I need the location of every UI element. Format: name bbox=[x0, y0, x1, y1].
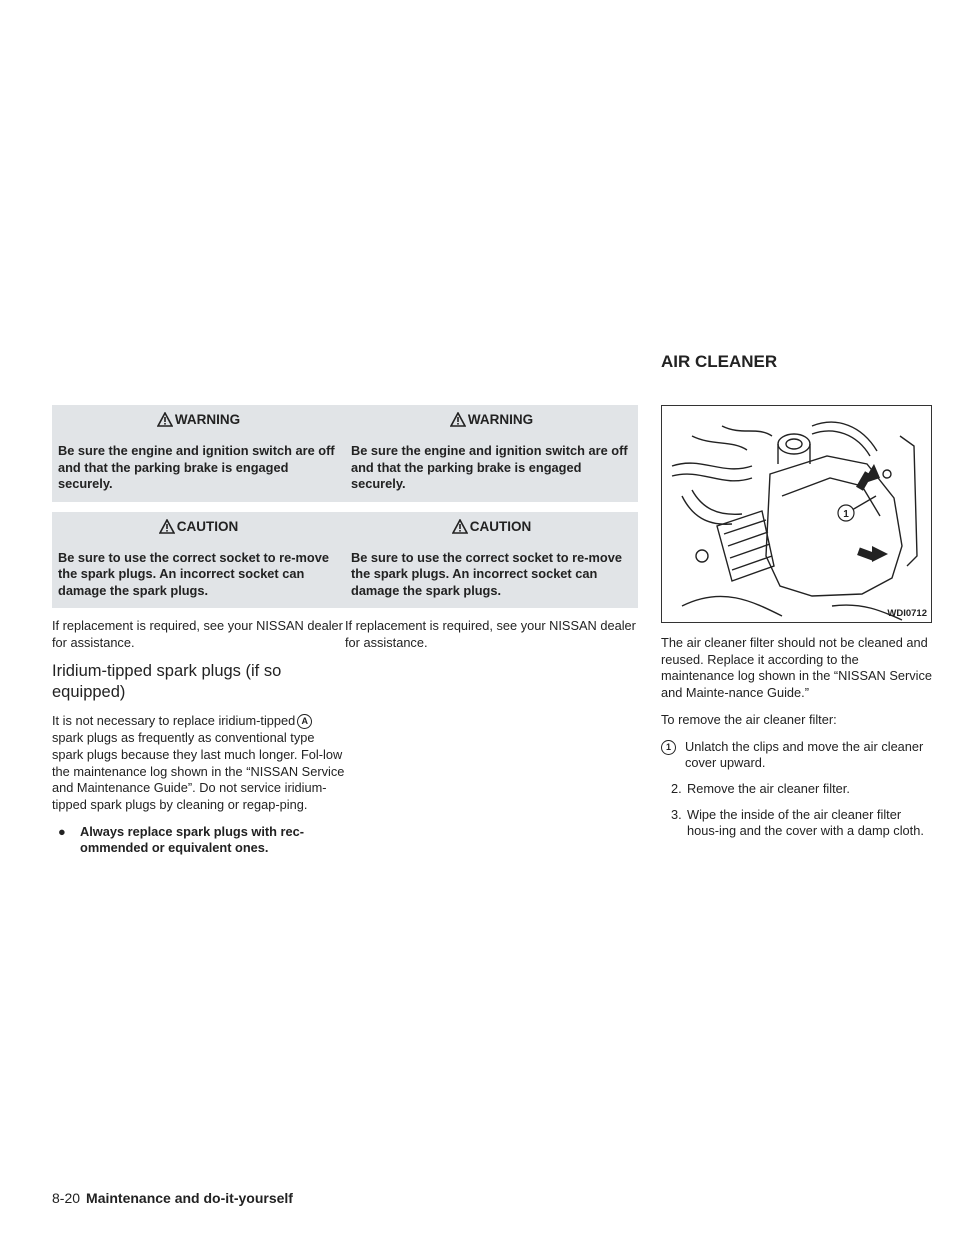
remove-intro: To remove the air cleaner filter: bbox=[661, 711, 837, 727]
caution-box bbox=[345, 512, 638, 609]
caution-header bbox=[58, 519, 339, 534]
warning-header bbox=[351, 412, 632, 427]
caution-header bbox=[351, 519, 632, 534]
dealer-paragraph: If replacement is required, see your NISSAN dealer for assistance. bbox=[52, 618, 343, 650]
warning-triangle-icon bbox=[157, 412, 173, 427]
warning-header bbox=[58, 412, 339, 427]
caution-title: CAUTION bbox=[176, 518, 239, 534]
page-footer bbox=[52, 1190, 293, 1206]
bullet-item bbox=[52, 824, 345, 857]
warning-triangle-icon bbox=[450, 412, 466, 427]
bullet-dot-icon: ● bbox=[58, 823, 66, 839]
caution-text: Be sure to use the correct socket to re-move the spark plugs. An incorrect socket can damage the spark plugs. bbox=[351, 549, 622, 598]
iridium-text-a: It is not necessary to replace iridium-tipped bbox=[52, 713, 296, 729]
iridium-paragraph bbox=[52, 713, 345, 813]
figure-code: WDI0712 bbox=[887, 608, 927, 619]
step-3-number: 3. bbox=[671, 806, 682, 822]
caution-triangle-icon bbox=[452, 519, 468, 534]
column-2 bbox=[345, 405, 638, 661]
air-cleaner-figure bbox=[661, 405, 932, 623]
warning-title: WARNING bbox=[467, 412, 534, 427]
step-2-number: 2. bbox=[671, 780, 682, 796]
step-1 bbox=[661, 739, 933, 772]
dealer-paragraph: If replacement is required, see your NISSAN dealer for assistance. bbox=[345, 618, 636, 650]
column-1 bbox=[52, 405, 345, 857]
figure-callout-1: 1 bbox=[843, 509, 849, 520]
warning-box bbox=[345, 405, 638, 502]
caution-text: Be sure to use the correct socket to re-move the spark plugs. An incorrect socket can damage the spark plugs. bbox=[58, 549, 329, 598]
iridium-heading: Iridium-tipped spark plugs (if so equipped) bbox=[52, 662, 282, 702]
column-3 bbox=[661, 405, 933, 849]
step-3-text: Wipe the inside of the air cleaner filter hous-ing and the cover with a damp cloth. bbox=[687, 806, 924, 839]
warning-box bbox=[52, 405, 345, 502]
bullet-text: Always replace spark plugs with rec-ommended or equivalent ones. bbox=[80, 823, 305, 856]
warning-text: Be sure the engine and ignition switch are off and that the parking brake is engaged securely. bbox=[58, 443, 335, 491]
iridium-text-b: spark plugs as frequently as conventional type spark plugs because they last much longer. Fol-low the maintenance log shown in the “NISSAN Service and Maintenance Guide”. Do not service iridium-tipped spark plugs by cleaning or regap-ping. bbox=[52, 730, 345, 812]
filter-paragraph: The air cleaner filter should not be cleaned and reused. Replace it according to the maintenance log shown in the “NISSAN Service and Mainte-nance Guide.” bbox=[661, 635, 933, 701]
page-number: 8-20 bbox=[52, 1190, 81, 1206]
step-1-text: Unlatch the clips and move the air cleaner cover upward. bbox=[685, 738, 924, 771]
step-2-text: Remove the air cleaner filter. bbox=[687, 780, 850, 796]
warning-title: WARNING bbox=[174, 412, 241, 427]
warning-text: Be sure the engine and ignition switch are off and that the parking brake is engaged securely. bbox=[351, 443, 628, 491]
caution-box bbox=[52, 512, 345, 609]
step-3 bbox=[661, 807, 933, 840]
step-1-number: 1 bbox=[661, 739, 685, 772]
caution-title: CAUTION bbox=[469, 518, 532, 534]
chapter-title: Maintenance and do-it-yourself bbox=[86, 1190, 293, 1206]
callout-a-badge: A bbox=[297, 714, 312, 729]
engine-bay-illustration bbox=[662, 406, 931, 622]
step-2 bbox=[661, 781, 933, 798]
section-title: AIR CLEANER bbox=[661, 352, 778, 371]
caution-triangle-icon bbox=[159, 519, 175, 534]
